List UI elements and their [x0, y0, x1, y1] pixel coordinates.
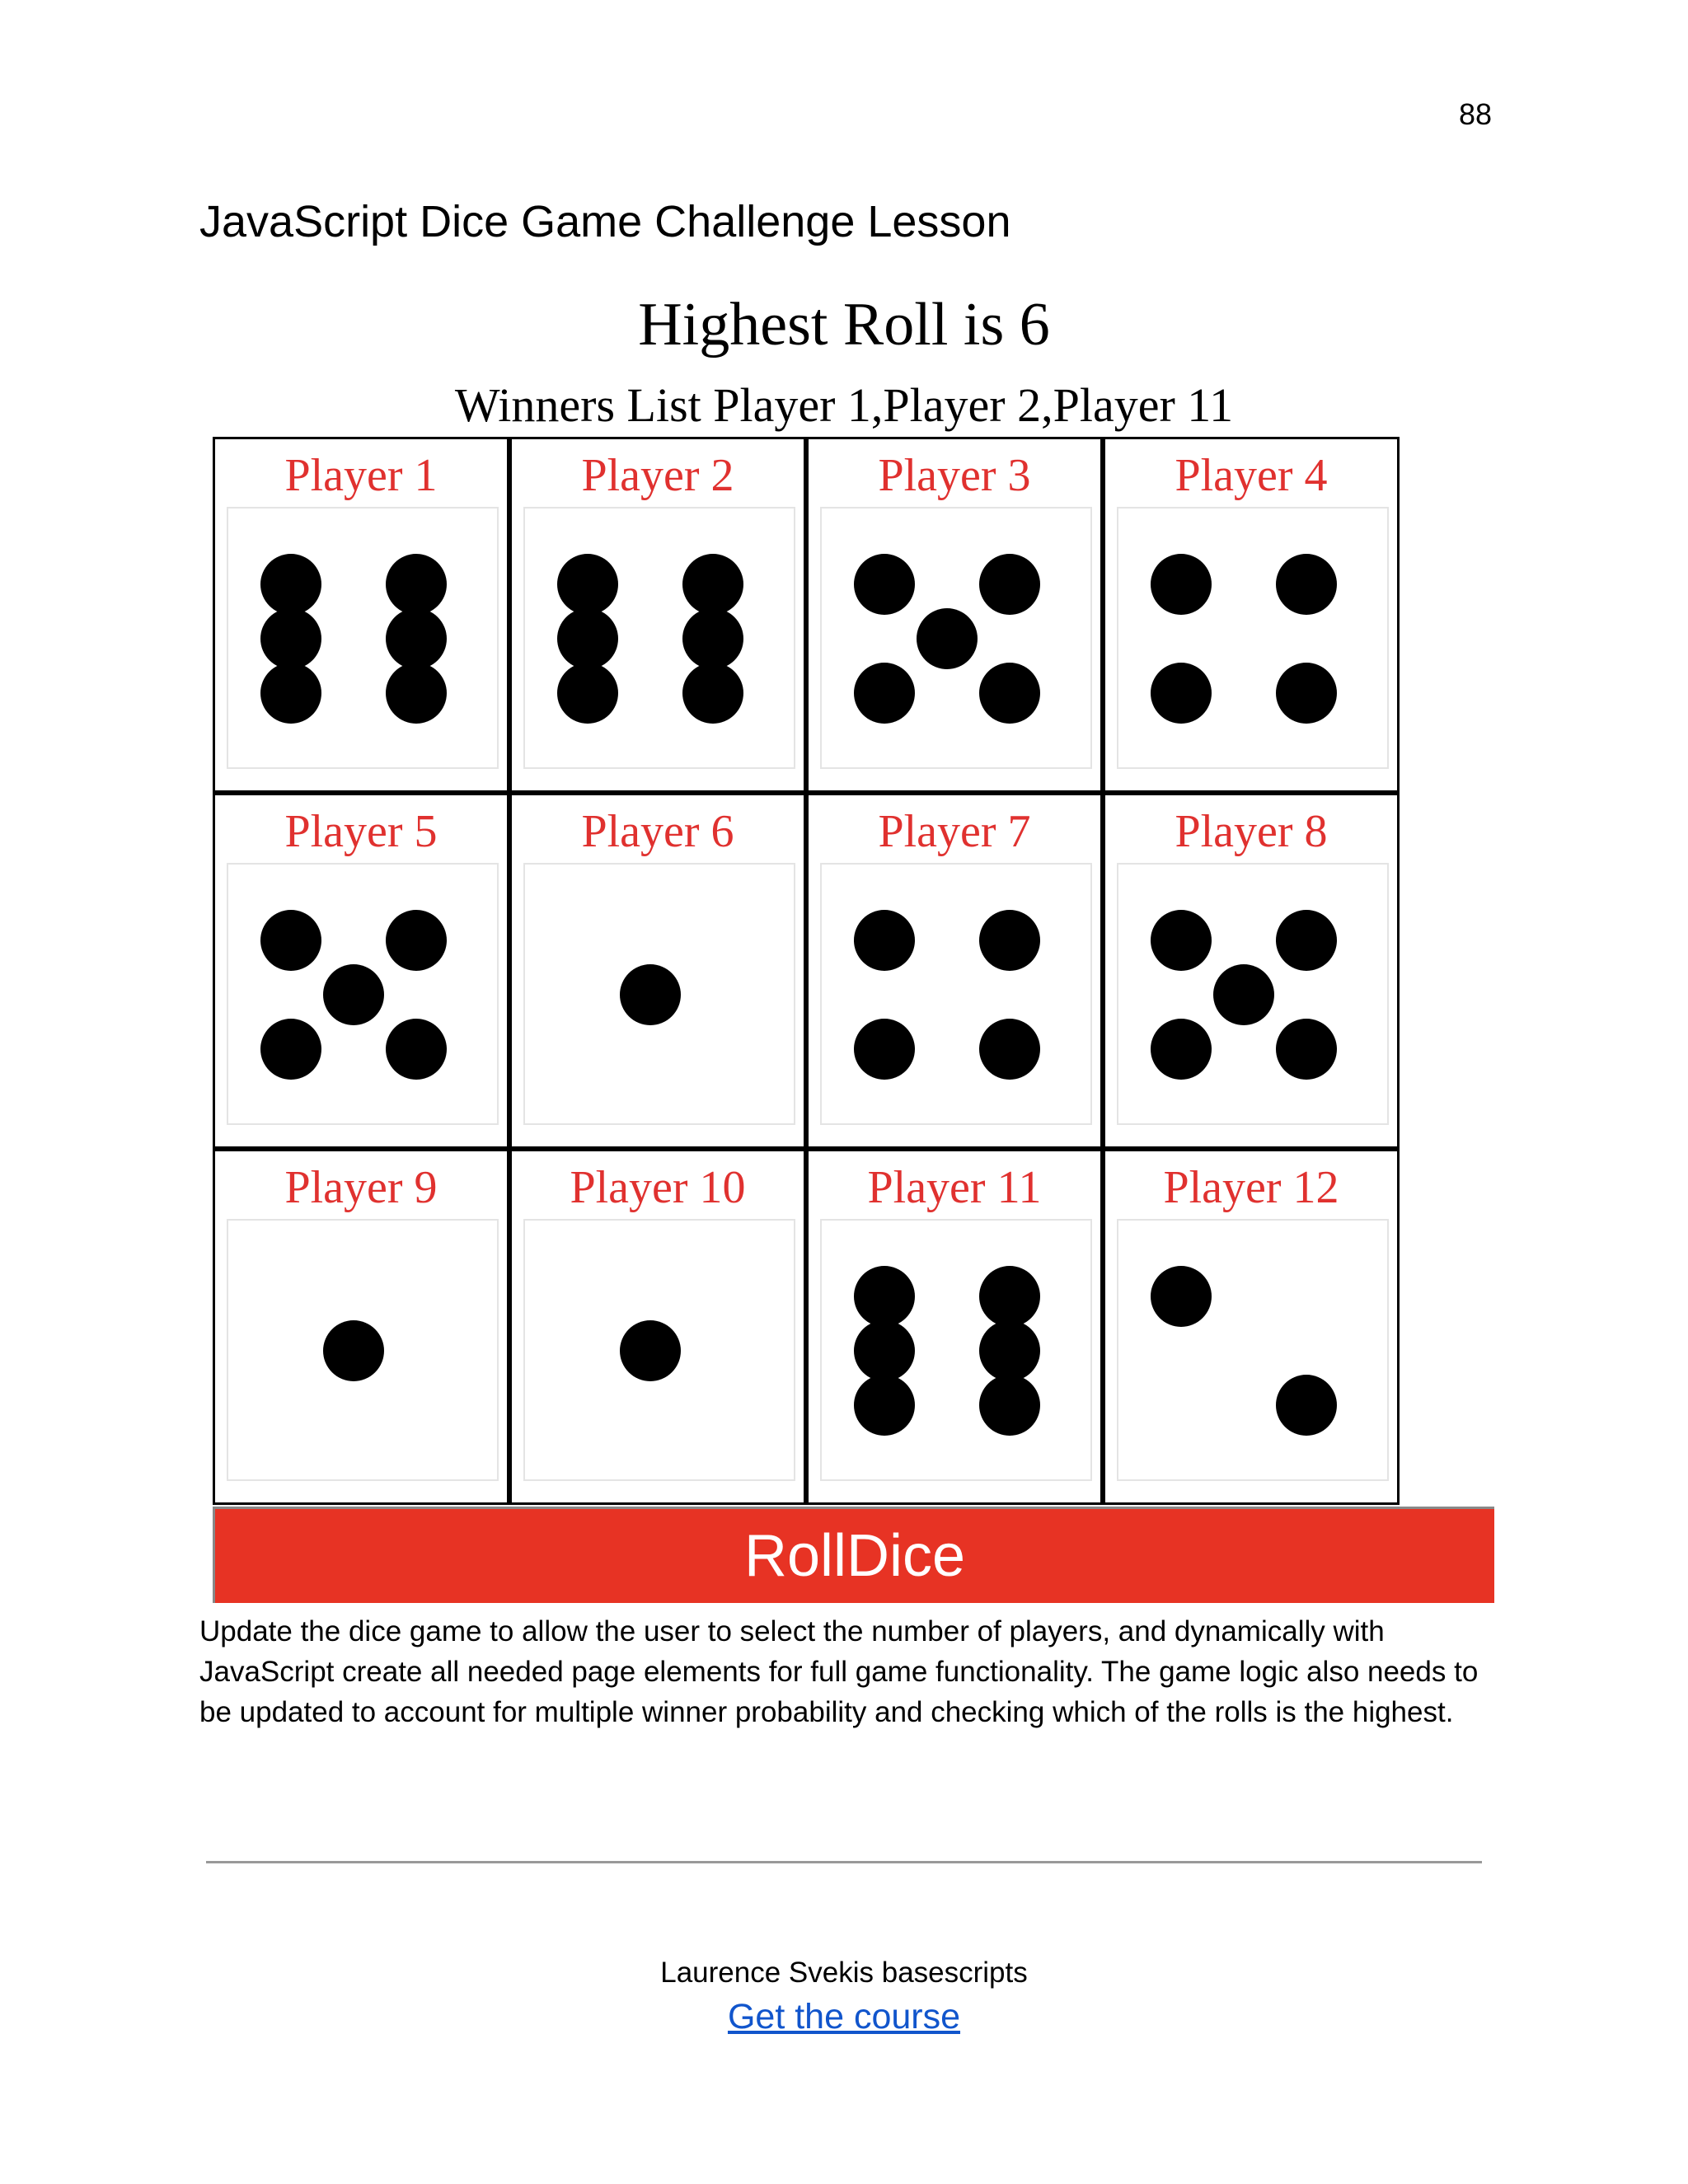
get-course-link[interactable]: Get the course	[727, 1997, 961, 2036]
player-name: Player 5	[284, 806, 438, 857]
die-pip	[386, 608, 447, 669]
die-pip	[917, 608, 978, 669]
die-face	[523, 507, 795, 769]
die-pip	[1276, 554, 1337, 615]
document-title: JavaScript Dice Game Challenge Lesson	[199, 197, 1011, 246]
die-pip	[1276, 910, 1337, 971]
die-pip	[979, 554, 1040, 615]
player-name: Player 1	[284, 450, 438, 501]
player-name: Player 10	[570, 1162, 746, 1213]
die-face	[1117, 1219, 1389, 1481]
player-name: Player 7	[878, 806, 1031, 857]
player-cell	[806, 437, 1103, 793]
die-pip	[854, 1375, 915, 1436]
die-face	[227, 507, 499, 769]
die-pip	[979, 1266, 1040, 1327]
die-face	[1117, 863, 1389, 1125]
player-cell	[509, 437, 806, 793]
die-pip	[682, 608, 743, 669]
player-cell	[509, 793, 806, 1149]
die-pip	[979, 1019, 1040, 1080]
die-pip	[323, 1320, 384, 1381]
page-number: 88	[1458, 97, 1492, 131]
die-pip	[260, 554, 321, 615]
die-pip	[1151, 910, 1212, 971]
die-face	[820, 1219, 1092, 1481]
die-pip	[260, 608, 321, 669]
die-pip	[260, 1019, 321, 1080]
player-cell	[213, 793, 509, 1149]
player-cell	[509, 1149, 806, 1505]
die-pip	[854, 1019, 915, 1080]
player-name: Player 6	[581, 806, 734, 857]
player-cell	[806, 1149, 1103, 1505]
player-cell	[213, 437, 509, 793]
die-pip	[620, 964, 681, 1025]
die-pip	[682, 554, 743, 615]
die-face	[227, 863, 499, 1125]
die-pip	[1276, 1019, 1337, 1080]
die-pip	[386, 663, 447, 724]
footer-divider	[206, 1861, 1482, 1863]
player-name: Player 4	[1175, 450, 1328, 501]
die-face	[820, 863, 1092, 1125]
die-pip	[323, 964, 384, 1025]
highest-roll-heading: Highest Roll is 6	[638, 291, 1050, 359]
player-name: Player 12	[1163, 1162, 1339, 1213]
die-pip	[854, 910, 915, 971]
player-name: Player 8	[1175, 806, 1328, 857]
die-pip	[1151, 554, 1212, 615]
footer-author: Laurence Svekis basescripts	[660, 1957, 1028, 1989]
die-pip	[1213, 964, 1274, 1025]
player-name: Player 3	[878, 450, 1031, 501]
player-cell	[806, 793, 1103, 1149]
player-grid	[213, 437, 1400, 1505]
die-pip	[386, 910, 447, 971]
die-pip	[979, 1320, 1040, 1381]
die-pip	[854, 554, 915, 615]
die-face	[523, 863, 795, 1125]
die-pip	[386, 1019, 447, 1080]
die-pip	[557, 663, 618, 724]
die-pip	[557, 554, 618, 615]
player-cell	[1103, 1149, 1400, 1505]
die-pip	[979, 1375, 1040, 1436]
die-pip	[682, 663, 743, 724]
die-pip	[1151, 1266, 1212, 1327]
roll-dice-button[interactable]: RollDice	[213, 1507, 1494, 1603]
player-cell	[1103, 437, 1400, 793]
player-name: Player 9	[284, 1162, 438, 1213]
player-cell	[213, 1149, 509, 1505]
die-pip	[1276, 1375, 1337, 1436]
die-face	[523, 1219, 795, 1481]
die-pip	[854, 663, 915, 724]
die-pip	[979, 910, 1040, 971]
lesson-description: Update the dice game to allow the user to select the number of players, and dynamically with JavaScript create all needed page elements for full game functionality. The game logic also needs to be updated to account for multiple winner probability and checking which of the rolls is the highest.	[199, 1615, 1479, 1728]
die-pip	[1276, 663, 1337, 724]
die-pip	[557, 608, 618, 669]
die-pip	[386, 554, 447, 615]
player-name: Player 11	[867, 1162, 1042, 1213]
die-pip	[979, 663, 1040, 724]
die-pip	[1151, 663, 1212, 724]
die-pip	[854, 1266, 915, 1327]
die-pip	[854, 1320, 915, 1381]
player-cell	[1103, 793, 1400, 1149]
player-name: Player 2	[581, 450, 734, 501]
die-face	[1117, 507, 1389, 769]
die-pip	[1151, 1019, 1212, 1080]
die-pip	[260, 663, 321, 724]
die-pip	[260, 910, 321, 971]
die-face	[820, 507, 1092, 769]
die-pip	[620, 1320, 681, 1381]
winners-list-heading: Winners List Player 1,Player 2,Player 11	[454, 378, 1234, 432]
die-face	[227, 1219, 499, 1481]
